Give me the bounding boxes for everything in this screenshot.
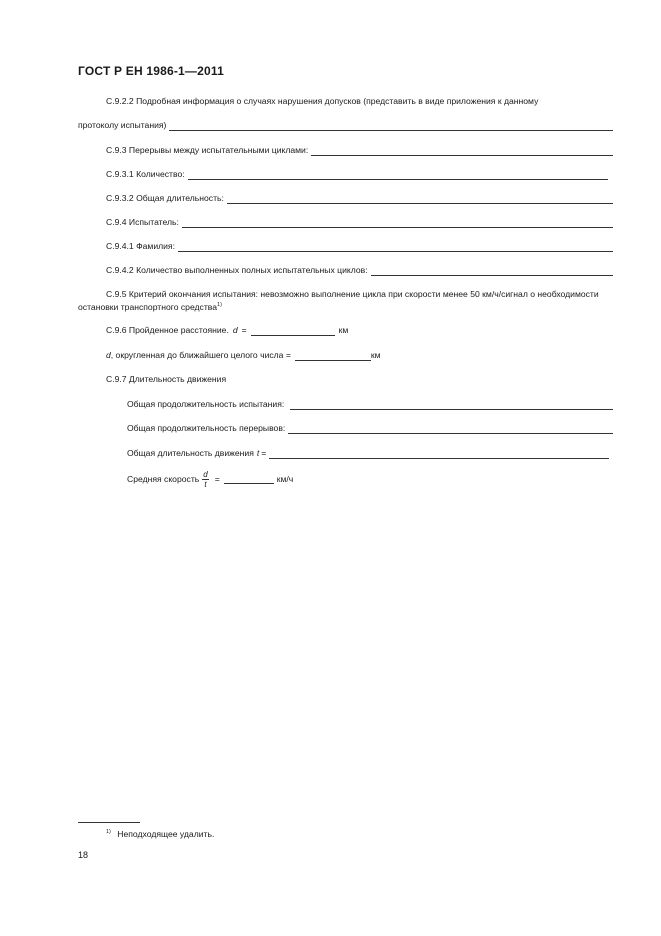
item-c95 [78,289,613,313]
fraction-numerator: d [203,470,208,479]
item-c932 [106,193,613,204]
item-c94-label: С.9.4 Испытатель: [106,217,179,227]
item-c93-label: С.9.3 Перерывы между испытательными циклами: [106,145,309,155]
input-line-c922[interactable] [169,122,613,131]
item-c942 [106,265,613,276]
fraction-denominator: t [204,480,207,489]
footnote-divider [78,822,140,823]
item-c96-label: С.9.6 Пройденное расстояние. [106,325,229,335]
item-c932-label: С.9.3.2 Общая длительность: [106,193,224,203]
var-d-rounded: d [106,350,111,360]
unit-km: км [338,325,349,335]
item-c922-cont-label: протоколу испытания) [78,120,167,130]
item-total-breaks [127,423,613,434]
item-c941-label: С.9.4.1 Фамилия: [106,241,175,251]
equals-sign: = [241,325,247,335]
item-c942-label: С.9.4.2 Количество выполненных полных испытательных циклов: [106,265,368,275]
item-total-test [127,399,613,410]
input-line-avg-speed[interactable] [224,475,274,484]
input-line-c93[interactable] [311,147,613,156]
equals-sign-avg: = [214,474,220,484]
input-line-c932[interactable] [227,195,613,204]
input-line-d-rounded[interactable] [295,352,371,361]
unit-km-rounded: км [370,350,381,360]
item-total-drive [127,448,609,459]
input-line-total-test[interactable] [290,401,613,410]
input-line-c931[interactable] [188,171,608,180]
item-c931-label: С.9.3.1 Количество: [106,169,185,179]
item-c922-cont [78,120,613,131]
item-c97 [106,374,226,385]
total-drive-label: Общая длительность движения [127,448,254,458]
input-line-c94[interactable] [182,219,613,228]
input-line-c96[interactable] [251,327,335,336]
item-avg-speed [127,470,293,489]
page-number: 18 [78,850,89,860]
total-test-label: Общая продолжительность испытания: [127,399,285,409]
item-c95-text: С.9.5 Критерий окончания испытания: невозможно выполнение цикла при скорости менее 50 км/ч/сигнал о необходимости остановки транспортного средства [78,289,599,312]
item-c97-label: С.9.7 Длительность движения [106,374,227,384]
item-c93 [106,145,613,156]
input-line-total-breaks[interactable] [288,425,613,434]
item-c96 [106,325,348,336]
input-line-c941[interactable] [178,243,613,252]
equals-sign-drive: = [261,448,267,458]
item-c922 [106,96,613,107]
var-d: d [232,325,238,335]
footnote [106,829,214,839]
item-d-rounded [106,350,381,361]
footnote-text: Неподходящее удалить. [117,829,215,839]
avg-speed-label: Средняя скорость [127,474,200,484]
unit-kmh: км/ч [276,474,294,484]
page-header: ГОСТ Р ЕН 1986-1—2011 [78,64,224,78]
item-c94 [106,217,613,228]
var-t: t [256,448,260,458]
item-c931 [106,169,608,180]
fraction-d-over-t [202,470,208,489]
item-c941 [106,241,613,252]
input-line-c942[interactable] [371,267,613,276]
item-c922-label: С.9.2.2 Подробная информация о случаях нарушения допусков (представить в виде приложения к данному [106,96,539,106]
d-rounded-text: , округленная до ближайшего целого числа = [110,350,291,360]
total-breaks-label: Общая продолжительность перерывов: [127,423,286,433]
input-line-total-drive[interactable] [269,450,609,459]
footnote-ref: 1) [217,302,222,308]
footnote-marker: 1) [106,829,111,835]
